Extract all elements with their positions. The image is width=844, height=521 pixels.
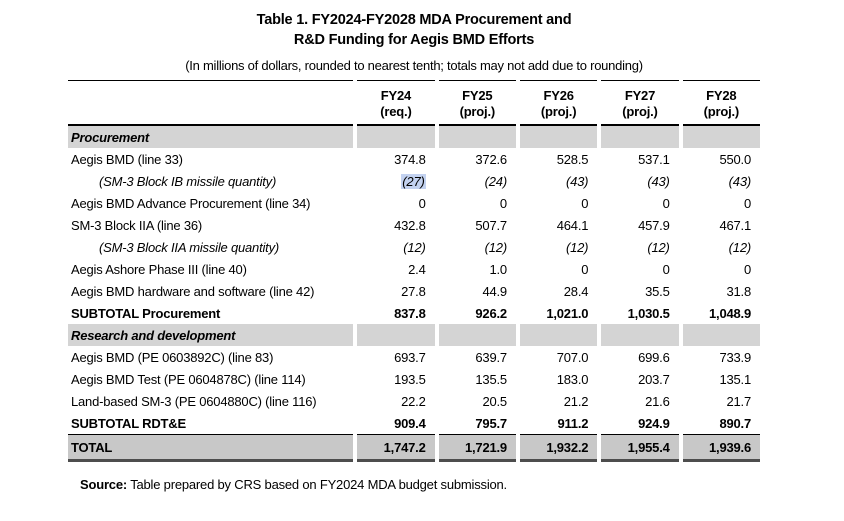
header-label-spacer (68, 80, 353, 126)
cell-value: 135.1 (719, 371, 751, 387)
header-fy26-year: FY26 (543, 88, 574, 103)
cell-value: 27.8 (401, 283, 426, 299)
cell-value: 21.6 (645, 393, 670, 409)
cell-value (439, 324, 516, 346)
table-title-line2: R&D Funding for Aegis BMD Efforts (293, 32, 535, 48)
header-fy27-year: FY27 (624, 88, 656, 103)
header-fy25-year: FY25 (462, 88, 493, 103)
cell-value: 1,021.0 (546, 305, 589, 321)
cell-value (601, 126, 678, 148)
row-label: Aegis Ashore Phase III (line 40) (71, 261, 247, 277)
row-label: Research and development (68, 324, 353, 346)
cell-value (683, 324, 760, 346)
header-fy25-sub: (proj.) (459, 104, 495, 119)
cell-value: 699.6 (638, 349, 670, 365)
quantity-row (68, 236, 760, 258)
data-row (68, 368, 760, 390)
header-fy26-sub: (proj.) (540, 104, 577, 119)
header-fy28 (683, 80, 760, 126)
cell-value: (12) (647, 239, 670, 255)
row-label: Land-based SM-3 (PE 0604880C) (line 116) (71, 393, 317, 409)
cell-value: 22.2 (401, 393, 426, 409)
row-label: TOTAL (68, 434, 353, 462)
cell-value: 374.8 (394, 151, 426, 167)
cell-value (357, 170, 434, 192)
row-label: Aegis BMD (PE 0603892C) (line 83) (71, 349, 274, 365)
subtotal-row (68, 302, 760, 324)
cell-value: 639.7 (475, 349, 507, 365)
data-row (68, 280, 760, 302)
source-text: Table prepared by CRS based on FY2024 MDA budget submission. (127, 477, 507, 492)
header-fy27 (601, 80, 678, 126)
cell-value: 1.0 (489, 261, 507, 277)
cell-value: 924.9 (638, 415, 670, 431)
cell-value: 733.9 (719, 349, 751, 365)
header-fy28-sub: (proj.) (703, 104, 740, 119)
cell-value: 457.9 (638, 217, 670, 233)
cell-value: 21.2 (563, 393, 589, 409)
table-subtitle: (In millions of dollars, rounded to nearest tenth; totals may not add due to rounding) (185, 58, 643, 73)
data-row (68, 214, 760, 236)
cell-value: 507.7 (475, 217, 507, 233)
cell-value: 1,955.4 (601, 434, 678, 462)
cell-value: 203.7 (638, 371, 670, 387)
row-label: SUBTOTAL RDT&E (71, 415, 186, 431)
row-label: Aegis BMD hardware and software (line 42) (71, 283, 315, 299)
header-row (68, 80, 760, 126)
cell-value: 707.0 (556, 349, 589, 365)
subtotal-row (68, 412, 760, 434)
header-fy28-year: FY28 (706, 88, 737, 103)
header-fy27-sub: (proj.) (622, 104, 658, 119)
cell-value: 1,939.6 (683, 434, 760, 462)
selection-highlight: (27) (402, 173, 425, 189)
cell-value: 537.1 (638, 151, 670, 167)
table-body (68, 126, 760, 462)
table-title (64, 10, 764, 50)
cell-value: 28.4 (563, 283, 589, 299)
header-fy24-sub: (req.) (380, 104, 412, 119)
row-label: Aegis BMD (line 33) (71, 151, 183, 167)
cell-value: 183.0 (556, 371, 589, 387)
cell-value: (43) (647, 173, 670, 189)
data-row (68, 258, 760, 280)
data-row (68, 346, 760, 368)
data-row (68, 390, 760, 412)
cell-value: 0 (662, 195, 670, 211)
cell-value: 0 (662, 261, 670, 277)
cell-value (520, 126, 597, 148)
source-note (80, 477, 844, 492)
header-fy24 (357, 80, 434, 126)
cell-value: 911.2 (557, 415, 589, 431)
data-row (68, 148, 760, 170)
cell-value: 35.5 (645, 283, 670, 299)
cell-value: 44.9 (482, 283, 507, 299)
cell-value: 926.2 (475, 305, 507, 321)
cell-value: 1,747.2 (357, 434, 434, 462)
row-label: SUBTOTAL Procurement (71, 305, 221, 321)
cell-value: 193.5 (394, 371, 426, 387)
row-label: Aegis BMD Test (PE 0604878C) (line 114) (71, 371, 306, 387)
cell-value: 467.1 (719, 217, 751, 233)
cell-value: (12) (728, 239, 751, 255)
cell-value (683, 126, 760, 148)
cell-value: 135.5 (475, 371, 507, 387)
data-row (68, 192, 760, 214)
funding-table (64, 80, 764, 462)
cell-value: 0 (743, 261, 751, 277)
total-row (68, 434, 760, 462)
cell-value (357, 126, 434, 148)
cell-value: 372.6 (475, 151, 507, 167)
cell-value: (12) (484, 239, 507, 255)
header-fy26 (520, 80, 597, 126)
cell-value: 0 (499, 195, 507, 211)
cell-value: (12) (403, 239, 426, 255)
cell-value: 1,030.5 (627, 305, 670, 321)
cell-value: 837.8 (394, 305, 426, 321)
cell-value: 0 (581, 195, 589, 211)
cell-value: (43) (728, 173, 751, 189)
row-label: (SM-3 Block IB missile quantity) (99, 173, 277, 189)
cell-value: 693.7 (394, 349, 426, 365)
section-row (68, 324, 760, 346)
cell-value: 432.8 (394, 217, 426, 233)
cell-value: (24) (484, 173, 507, 189)
row-label: (SM-3 Block IIA missile quantity) (99, 239, 280, 255)
quantity-row (68, 170, 760, 192)
cell-value: 1,932.2 (520, 434, 597, 462)
cell-value: 2.4 (408, 261, 426, 277)
cell-value: 20.5 (482, 393, 507, 409)
cell-value: 1,048.9 (709, 305, 751, 321)
table-title-line1: Table 1. FY2024-FY2028 MDA Procurement and (256, 12, 572, 28)
row-label: SM-3 Block IIA (line 36) (71, 217, 203, 233)
cell-value: 0 (581, 261, 589, 277)
cell-value: 909.4 (394, 415, 426, 431)
cell-value: 1,721.9 (439, 434, 516, 462)
cell-value: 0 (743, 195, 751, 211)
row-label: Aegis BMD Advance Procurement (line 34) (71, 195, 311, 211)
header-fy24-year: FY24 (380, 88, 412, 103)
cell-value: (12) (565, 239, 589, 255)
cell-value: 550.0 (719, 151, 751, 167)
cell-value: 890.7 (719, 415, 751, 431)
cell-value: (43) (565, 173, 589, 189)
cell-value (520, 324, 597, 346)
cell-value: 464.1 (556, 217, 589, 233)
cell-value (357, 324, 434, 346)
document-page (0, 10, 844, 521)
header-fy25 (439, 80, 516, 126)
table-header (68, 80, 760, 126)
source-label: Source: (80, 477, 128, 492)
cell-value (439, 126, 516, 148)
cell-value: 31.8 (726, 283, 751, 299)
cell-value: 21.7 (726, 393, 751, 409)
cell-value: 528.5 (556, 151, 589, 167)
cell-value: 795.7 (475, 415, 507, 431)
row-label: Procurement (68, 126, 353, 148)
section-row (68, 126, 760, 148)
cell-value (601, 324, 678, 346)
cell-value: 0 (418, 195, 426, 211)
